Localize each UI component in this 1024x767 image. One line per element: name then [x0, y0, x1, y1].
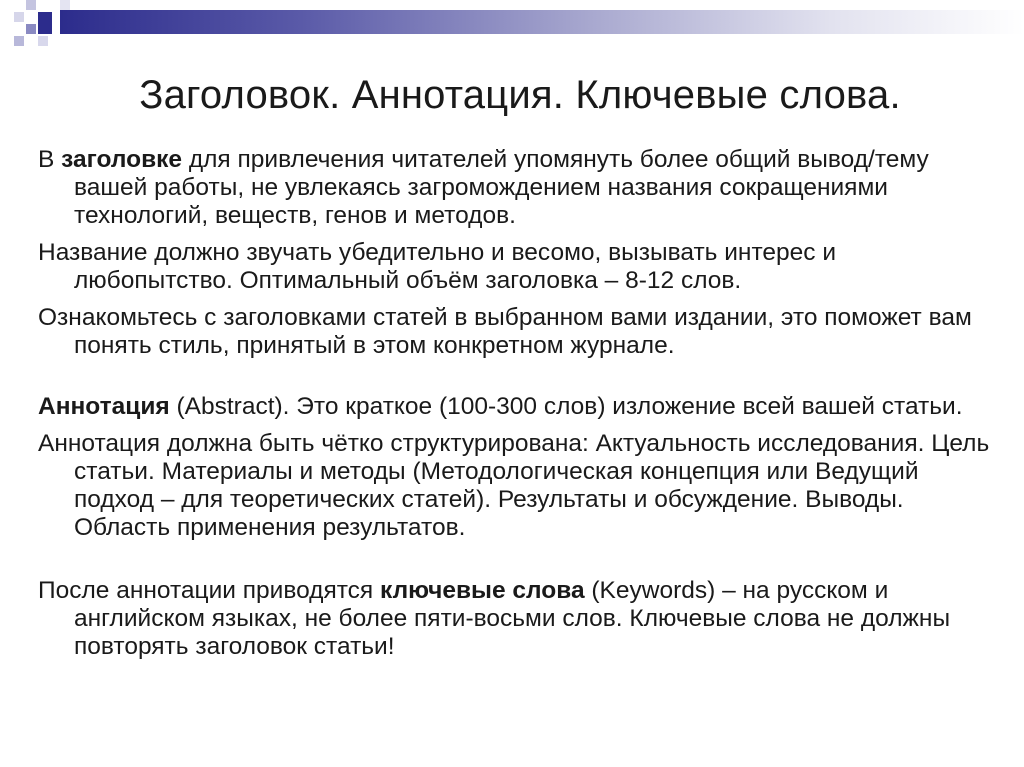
decor-square [38, 12, 52, 34]
decor-square [14, 12, 24, 22]
paragraph-text: для привлечения читателей упомянуть более общий вывод/тему вашей работы, не увлекаясь загромождением названия сокращениями технологий, веществ, генов и методов. [74, 146, 929, 229]
paragraph-journal-style: Ознакомьтесь с заголовками статей в выбранном вами издании, это поможет вам понять стиль, принятый в этом конкретном журнале. [38, 304, 972, 359]
bold-term: ключевые слова [380, 577, 585, 604]
paragraph-abstract [38, 393, 998, 421]
decor-square [26, 0, 36, 10]
paragraph-text: (Abstract). Это краткое (100-300 слов) изложение всей вашей статьи. [169, 393, 963, 420]
decor-square [38, 36, 48, 46]
decor-square [14, 36, 24, 46]
bold-term: Аннотация [38, 393, 170, 420]
paragraph-text: После аннотации приводятся [38, 577, 381, 604]
top-gradient-band [60, 10, 1024, 34]
decor-square [26, 24, 36, 34]
paragraph-title-length: Название должно звучать убедительно и весомо, вызывать интерес и любопытство. Оптимальный объём заголовка – 8-12 слов. [38, 239, 837, 294]
paragraph-text: В [38, 146, 62, 173]
paragraph-abstract-structure: Аннотация должна быть чётко структурирована: Актуальность исследования. Цель статьи. Материалы и методы (Методологическая концепция или Ведущий подход – для теоретических статей). Результаты и обсуждение. Выводы. Область применения результатов. [38, 430, 990, 541]
decor-square [60, 0, 70, 10]
paragraph-text: (Keywords) – на русском и английском языках, не более пяти-восьми слов. Ключевые слова не должны повторять заголовок статьи! [74, 577, 951, 660]
paragraph-keywords [38, 577, 998, 661]
paragraph-title-advice [38, 146, 998, 230]
slide-title: Заголовок. Аннотация. Ключевые слова. [139, 73, 901, 117]
slide-body [38, 146, 998, 670]
bold-term: заголовке [61, 146, 183, 173]
